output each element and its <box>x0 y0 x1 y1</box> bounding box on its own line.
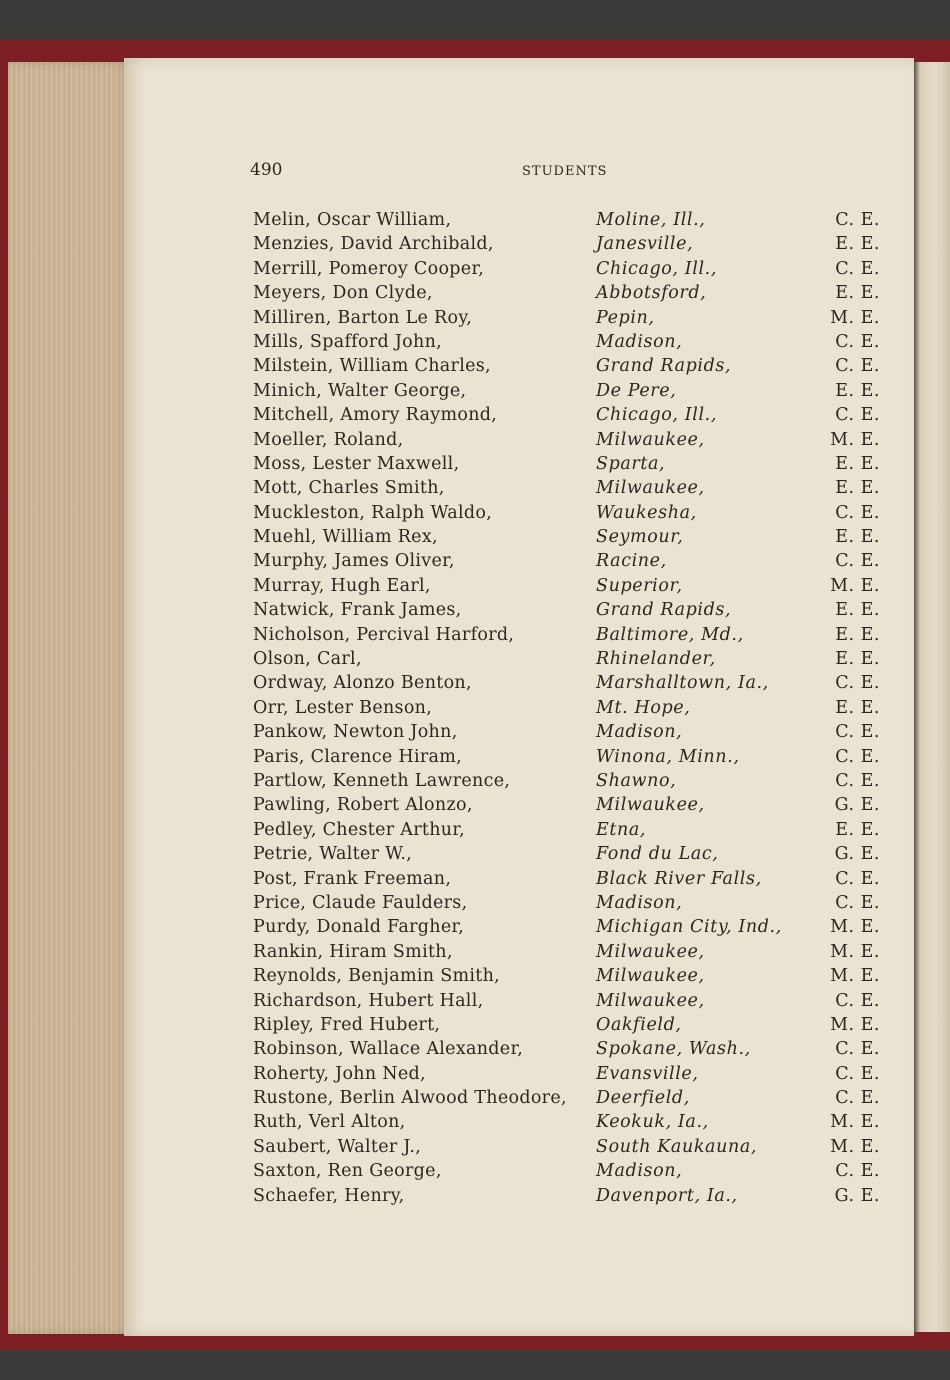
student-row <box>250 745 890 769</box>
student-name: Meyers, Don Clyde, <box>253 283 433 304</box>
student-row <box>250 598 890 622</box>
student-name: Rankin, Hiram Smith, <box>253 941 453 962</box>
student-row <box>250 891 890 915</box>
student-name: Menzies, David Archibald, <box>253 234 494 255</box>
student-hometown: Madison, <box>596 331 683 352</box>
student-name: Richardson, Hubert Hall, <box>253 990 484 1011</box>
student-hometown: Shawno, <box>596 770 677 791</box>
student-hometown: Mt. Hope, <box>596 697 691 718</box>
student-name: Natwick, Frank James, <box>253 600 462 621</box>
student-name: Schaefer, Henry, <box>253 1185 405 1206</box>
student-row <box>250 989 890 1013</box>
student-row <box>250 354 890 378</box>
student-row <box>250 403 890 427</box>
student-hometown: Fond du Lac, <box>596 844 719 865</box>
student-hometown: Keokuk, Ia., <box>596 1112 709 1133</box>
student-course: E. E. <box>835 478 880 499</box>
student-row <box>250 964 890 988</box>
page-number: 490 <box>250 160 283 180</box>
student-hometown: Moline, Ill., <box>596 210 706 230</box>
student-hometown: Superior, <box>596 575 683 596</box>
student-row <box>250 940 890 964</box>
student-row <box>250 915 890 939</box>
student-course: M. E. <box>830 917 880 938</box>
student-hometown: South Kaukauna, <box>596 1136 758 1157</box>
student-row <box>250 1159 890 1183</box>
student-name: Paris, Clarence Hiram, <box>253 746 463 767</box>
student-name: Muehl, William Rex, <box>253 527 438 548</box>
student-name: Partlow, Kenneth Lawrence, <box>253 770 511 791</box>
student-name: Milliren, Barton Le Roy, <box>253 307 473 328</box>
student-hometown: Grand Rapids, <box>596 600 732 621</box>
student-hometown: Milwaukee, <box>596 478 705 499</box>
student-row <box>250 525 890 549</box>
student-course: C. E. <box>835 405 880 426</box>
student-name: Petrie, Walter W., <box>253 844 413 865</box>
student-hometown: Madison, <box>596 722 683 743</box>
student-course: C. E. <box>835 1039 880 1060</box>
student-name: Price, Claude Faulders, <box>253 892 468 913</box>
student-row <box>250 1086 890 1110</box>
student-hometown: Milwaukee, <box>596 429 705 450</box>
student-hometown: Baltimore, Md., <box>596 624 744 645</box>
student-name: Olson, Carl, <box>253 649 362 670</box>
student-row <box>250 501 890 525</box>
student-course: G. E. <box>834 844 880 865</box>
student-hometown: Madison, <box>596 1161 683 1182</box>
student-course: G. E. <box>834 795 880 816</box>
student-course: C. E. <box>835 673 880 694</box>
student-course: M. E. <box>830 307 880 328</box>
student-row <box>250 623 890 647</box>
student-course: C. E. <box>835 551 880 572</box>
student-course: E. E. <box>835 380 880 401</box>
student-course: E. E. <box>835 283 880 304</box>
student-hometown: Michigan City, Ind., <box>596 917 782 938</box>
page-header <box>250 160 890 186</box>
student-hometown: Chicago, Ill., <box>596 258 717 279</box>
student-row <box>250 1135 890 1159</box>
student-course: M. E. <box>830 941 880 962</box>
student-row <box>250 281 890 305</box>
student-course: M. E. <box>830 1014 880 1035</box>
student-name: Nicholson, Percival Harford, <box>253 624 515 645</box>
student-name: Ruth, Verl Alton, <box>253 1112 406 1133</box>
student-course: E. E. <box>835 819 880 840</box>
student-row <box>250 257 890 281</box>
student-hometown: Milwaukee, <box>596 795 705 816</box>
student-row <box>250 818 890 842</box>
student-row <box>250 793 890 817</box>
student-name: Ordway, Alonzo Benton, <box>253 673 472 694</box>
student-row <box>250 867 890 891</box>
student-course: E. E. <box>835 234 880 255</box>
student-course: C. E. <box>835 356 880 377</box>
student-course: C. E. <box>835 1161 880 1182</box>
student-course: M. E. <box>830 429 880 450</box>
student-row <box>250 1037 890 1061</box>
student-course: C. E. <box>835 990 880 1011</box>
student-row <box>250 647 890 671</box>
student-hometown: Davenport, Ia., <box>596 1185 738 1206</box>
student-hometown: Abbotsford, <box>596 283 707 304</box>
student-name: Saxton, Ren George, <box>253 1161 442 1182</box>
student-hometown: Deerfield, <box>596 1088 690 1109</box>
student-name: Minich, Walter George, <box>253 380 467 401</box>
student-name: Reynolds, Benjamin Smith, <box>253 966 501 987</box>
student-row <box>250 428 890 452</box>
student-course: C. E. <box>835 258 880 279</box>
student-row <box>250 379 890 403</box>
student-name: Orr, Lester Benson, <box>253 697 433 718</box>
student-hometown: Chicago, Ill., <box>596 405 717 426</box>
student-name: Milstein, William Charles, <box>253 356 491 377</box>
student-hometown: Oakfield, <box>596 1014 682 1035</box>
student-name: Muckleston, Ralph Waldo, <box>253 502 493 523</box>
student-course: C. E. <box>835 502 880 523</box>
student-hometown: De Pere, <box>596 380 677 401</box>
student-list <box>250 208 890 1208</box>
student-name: Moss, Lester Maxwell, <box>253 453 460 474</box>
student-row <box>250 549 890 573</box>
student-name: Post, Frank Freeman, <box>253 868 452 889</box>
student-course: M. E. <box>830 1112 880 1133</box>
student-row <box>250 1062 890 1086</box>
student-row <box>250 671 890 695</box>
student-course: C. E. <box>835 746 880 767</box>
student-name: Mott, Charles Smith, <box>253 478 445 499</box>
student-row <box>250 330 890 354</box>
student-hometown: Sparta, <box>596 453 666 474</box>
student-row <box>250 769 890 793</box>
student-course: C. E. <box>835 331 880 352</box>
student-name: Mills, Spafford John, <box>253 331 443 352</box>
student-course: E. E. <box>835 600 880 621</box>
student-row <box>250 842 890 866</box>
student-course: C. E. <box>835 210 880 230</box>
student-hometown: Etna, <box>596 819 647 840</box>
student-course: E. E. <box>835 649 880 670</box>
student-course: G. E. <box>834 1185 880 1206</box>
student-course: C. E. <box>835 1088 880 1109</box>
student-row <box>250 452 890 476</box>
student-hometown: Pepin, <box>596 307 655 328</box>
student-hometown: Janesville, <box>596 234 694 255</box>
student-hometown: Black River Falls, <box>596 868 762 889</box>
student-hometown: Milwaukee, <box>596 966 705 987</box>
student-name: Murphy, James Oliver, <box>253 551 455 572</box>
student-course: M. E. <box>830 575 880 596</box>
student-hometown: Seymour, <box>596 527 684 548</box>
student-name: Ripley, Fred Hubert, <box>253 1014 441 1035</box>
student-name: Rustone, Berlin Alwood Theodore, <box>253 1088 567 1109</box>
student-name: Moeller, Roland, <box>253 429 404 450</box>
student-name: Purdy, Donald Fargher, <box>253 917 465 938</box>
running-head: STUDENTS <box>522 164 608 179</box>
student-name: Roherty, John Ned, <box>253 1063 426 1084</box>
student-hometown: Madison, <box>596 892 683 913</box>
student-course: C. E. <box>835 770 880 791</box>
student-name: Murray, Hugh Earl, <box>253 575 431 596</box>
student-name: Pedley, Chester Arthur, <box>253 819 465 840</box>
student-hometown: Grand Rapids, <box>596 356 732 377</box>
student-row <box>250 232 890 256</box>
student-hometown: Spokane, Wash., <box>596 1039 751 1060</box>
student-hometown: Evansville, <box>596 1063 699 1084</box>
student-row <box>250 720 890 744</box>
student-course: M. E. <box>830 966 880 987</box>
student-row <box>250 1184 890 1208</box>
student-row <box>250 476 890 500</box>
student-name: Merrill, Pomeroy Cooper, <box>253 258 485 279</box>
student-hometown: Winona, Minn., <box>596 746 740 767</box>
student-course: E. E. <box>835 624 880 645</box>
student-hometown: Milwaukee, <box>596 941 705 962</box>
student-name: Pawling, Robert Alonzo, <box>253 795 473 816</box>
page-edges <box>8 62 130 1334</box>
student-hometown: Rhinelander, <box>596 649 716 670</box>
student-course: C. E. <box>835 1063 880 1084</box>
student-course: C. E. <box>835 868 880 889</box>
student-row <box>250 696 890 720</box>
student-hometown: Milwaukee, <box>596 990 705 1011</box>
student-course: M. E. <box>830 1136 880 1157</box>
student-course: C. E. <box>835 892 880 913</box>
student-row <box>250 574 890 598</box>
student-name: Robinson, Wallace Alexander, <box>253 1039 524 1060</box>
student-hometown: Waukesha, <box>596 502 697 523</box>
student-row <box>250 306 890 330</box>
student-course: C. E. <box>835 722 880 743</box>
student-name: Mitchell, Amory Raymond, <box>253 405 498 426</box>
student-row <box>250 1110 890 1134</box>
facing-page-edge <box>914 62 950 1332</box>
student-row <box>250 1013 890 1037</box>
student-course: E. E. <box>835 697 880 718</box>
student-name: Melin, Oscar William, <box>253 210 452 230</box>
student-name: Pankow, Newton John, <box>253 722 458 743</box>
student-course: E. E. <box>835 527 880 548</box>
student-course: E. E. <box>835 453 880 474</box>
student-name: Saubert, Walter J., <box>253 1136 422 1157</box>
student-hometown: Marshalltown, Ia., <box>596 673 769 694</box>
student-row <box>250 208 890 232</box>
student-hometown: Racine, <box>596 551 667 572</box>
